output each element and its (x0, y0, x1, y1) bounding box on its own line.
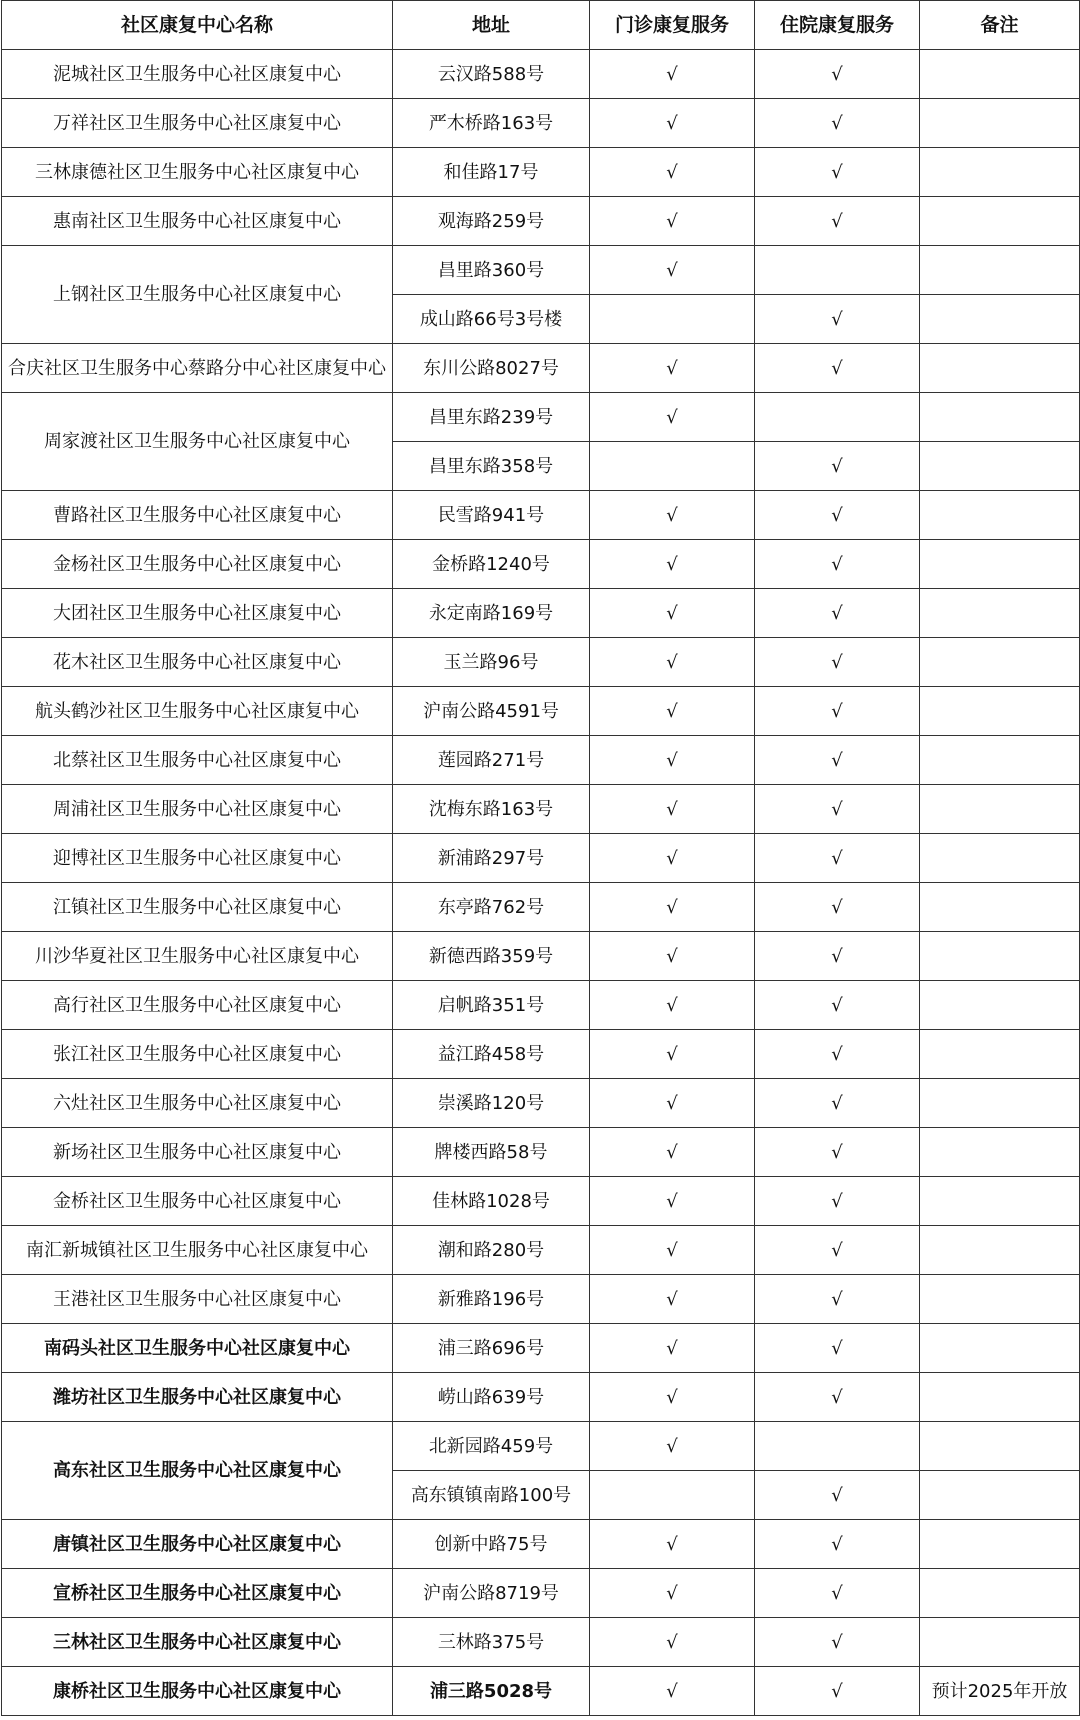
inpatient-check-cell: √ (755, 1128, 920, 1177)
note-cell (920, 1079, 1080, 1128)
inpatient-check-cell: √ (755, 197, 920, 246)
header-address: 地址 (393, 1, 590, 50)
table-row (2, 1373, 1080, 1422)
table-row (2, 785, 1080, 834)
outpatient-check-cell: √ (590, 99, 755, 148)
note-cell (920, 1569, 1080, 1618)
outpatient-check-cell: √ (590, 1079, 755, 1128)
address-cell: 牌楼西路58号 (393, 1128, 590, 1177)
note-cell (920, 442, 1080, 491)
address-cell: 佳林路1028号 (393, 1177, 590, 1226)
table-row (2, 883, 1080, 932)
inpatient-check-cell (755, 246, 920, 295)
center-name-cell: 周浦社区卫生服务中心社区康复中心 (2, 785, 393, 834)
center-name-cell: 高行社区卫生服务中心社区康复中心 (2, 981, 393, 1030)
address-cell: 潮和路280号 (393, 1226, 590, 1275)
note-cell (920, 981, 1080, 1030)
center-name-cell: 唐镇社区卫生服务中心社区康复中心 (2, 1520, 393, 1569)
inpatient-check-cell: √ (755, 99, 920, 148)
note-cell (920, 1275, 1080, 1324)
note-cell (920, 1520, 1080, 1569)
table-row (2, 1128, 1080, 1177)
center-name-cell: 六灶社区卫生服务中心社区康复中心 (2, 1079, 393, 1128)
inpatient-check-cell: √ (755, 883, 920, 932)
address-cell: 玉兰路96号 (393, 638, 590, 687)
address-cell: 浦三路5028号 (393, 1667, 590, 1716)
inpatient-check-cell: √ (755, 1373, 920, 1422)
note-cell (920, 491, 1080, 540)
center-name-cell: 康桥社区卫生服务中心社区康复中心 (2, 1667, 393, 1716)
table-row (2, 981, 1080, 1030)
rehab-center-table (1, 0, 1080, 1716)
address-cell: 昌里东路239号 (393, 393, 590, 442)
note-cell (920, 1422, 1080, 1471)
outpatient-check-cell: √ (590, 344, 755, 393)
address-cell: 昌里路360号 (393, 246, 590, 295)
table-row (2, 1422, 1080, 1471)
header-inpatient: 住院康复服务 (755, 1, 920, 50)
outpatient-check-cell: √ (590, 834, 755, 883)
header-outpatient: 门诊康复服务 (590, 1, 755, 50)
outpatient-check-cell: √ (590, 736, 755, 785)
outpatient-check-cell: √ (590, 1569, 755, 1618)
note-cell (920, 1226, 1080, 1275)
address-cell: 昌里东路358号 (393, 442, 590, 491)
inpatient-check-cell: √ (755, 295, 920, 344)
inpatient-check-cell: √ (755, 1520, 920, 1569)
note-cell (920, 99, 1080, 148)
table-row (2, 99, 1080, 148)
outpatient-check-cell: √ (590, 393, 755, 442)
center-name-cell: 川沙华夏社区卫生服务中心社区康复中心 (2, 932, 393, 981)
inpatient-check-cell: √ (755, 981, 920, 1030)
table-row (2, 1226, 1080, 1275)
inpatient-check-cell: √ (755, 344, 920, 393)
address-cell: 创新中路75号 (393, 1520, 590, 1569)
table-row (2, 246, 1080, 295)
center-name-cell: 三林康德社区卫生服务中心社区康复中心 (2, 148, 393, 197)
note-cell (920, 1030, 1080, 1079)
address-cell: 益江路458号 (393, 1030, 590, 1079)
table-row (2, 393, 1080, 442)
center-name-cell: 金桥社区卫生服务中心社区康复中心 (2, 1177, 393, 1226)
table-row (2, 1030, 1080, 1079)
address-cell: 新浦路297号 (393, 834, 590, 883)
table-row (2, 1177, 1080, 1226)
address-cell: 严木桥路163号 (393, 99, 590, 148)
note-cell (920, 197, 1080, 246)
inpatient-check-cell: √ (755, 1177, 920, 1226)
center-name-cell: 北蔡社区卫生服务中心社区康复中心 (2, 736, 393, 785)
address-cell: 北新园路459号 (393, 1422, 590, 1471)
note-cell (920, 393, 1080, 442)
address-cell: 成山路66号3号楼 (393, 295, 590, 344)
center-name-cell: 曹路社区卫生服务中心社区康复中心 (2, 491, 393, 540)
center-name-cell: 大团社区卫生服务中心社区康复中心 (2, 589, 393, 638)
note-cell (920, 1618, 1080, 1667)
center-name-cell: 迎博社区卫生服务中心社区康复中心 (2, 834, 393, 883)
note-cell (920, 1471, 1080, 1520)
outpatient-check-cell: √ (590, 1422, 755, 1471)
outpatient-check-cell (590, 295, 755, 344)
table-row (2, 1569, 1080, 1618)
table-row (2, 834, 1080, 883)
inpatient-check-cell: √ (755, 1667, 920, 1716)
center-name-cell: 周家渡社区卫生服务中心社区康复中心 (2, 393, 393, 491)
center-name-cell: 张江社区卫生服务中心社区康复中心 (2, 1030, 393, 1079)
table-row (2, 1079, 1080, 1128)
outpatient-check-cell: √ (590, 1030, 755, 1079)
inpatient-check-cell: √ (755, 932, 920, 981)
outpatient-check-cell: √ (590, 197, 755, 246)
inpatient-check-cell: √ (755, 1324, 920, 1373)
inpatient-check-cell: √ (755, 1030, 920, 1079)
outpatient-check-cell: √ (590, 932, 755, 981)
inpatient-check-cell: √ (755, 50, 920, 99)
inpatient-check-cell: √ (755, 491, 920, 540)
note-cell (920, 883, 1080, 932)
address-cell: 浦三路696号 (393, 1324, 590, 1373)
address-cell: 新德西路359号 (393, 932, 590, 981)
outpatient-check-cell: √ (590, 981, 755, 1030)
note-cell (920, 148, 1080, 197)
center-name-cell: 惠南社区卫生服务中心社区康复中心 (2, 197, 393, 246)
outpatient-check-cell: √ (590, 1128, 755, 1177)
inpatient-check-cell: √ (755, 736, 920, 785)
table-row (2, 540, 1080, 589)
table-row (2, 1324, 1080, 1373)
address-cell: 沪南公路4591号 (393, 687, 590, 736)
address-cell: 崇溪路120号 (393, 1079, 590, 1128)
outpatient-check-cell: √ (590, 540, 755, 589)
address-cell: 莲园路271号 (393, 736, 590, 785)
header-center-name: 社区康复中心名称 (2, 1, 393, 50)
table-row (2, 491, 1080, 540)
outpatient-check-cell (590, 442, 755, 491)
note-cell (920, 295, 1080, 344)
table-row (2, 638, 1080, 687)
address-cell: 观海路259号 (393, 197, 590, 246)
outpatient-check-cell: √ (590, 638, 755, 687)
table-row (2, 344, 1080, 393)
outpatient-check-cell: √ (590, 785, 755, 834)
inpatient-check-cell: √ (755, 1275, 920, 1324)
outpatient-check-cell: √ (590, 1667, 755, 1716)
center-name-cell: 南汇新城镇社区卫生服务中心社区康复中心 (2, 1226, 393, 1275)
inpatient-check-cell: √ (755, 589, 920, 638)
table-row (2, 197, 1080, 246)
table-row (2, 1275, 1080, 1324)
table-header (2, 1, 1080, 50)
table-body (2, 50, 1080, 1716)
note-cell (920, 1324, 1080, 1373)
outpatient-check-cell: √ (590, 50, 755, 99)
center-name-cell: 三林社区卫生服务中心社区康复中心 (2, 1618, 393, 1667)
outpatient-check-cell: √ (590, 883, 755, 932)
inpatient-check-cell: √ (755, 785, 920, 834)
table-row (2, 1520, 1080, 1569)
address-cell: 东川公路8027号 (393, 344, 590, 393)
center-name-cell: 花木社区卫生服务中心社区康复中心 (2, 638, 393, 687)
table-row (2, 687, 1080, 736)
address-cell: 永定南路169号 (393, 589, 590, 638)
table-row (2, 932, 1080, 981)
note-cell (920, 589, 1080, 638)
note-cell (920, 736, 1080, 785)
center-name-cell: 宣桥社区卫生服务中心社区康复中心 (2, 1569, 393, 1618)
address-cell: 和佳路17号 (393, 148, 590, 197)
table-row (2, 1667, 1080, 1716)
inpatient-check-cell (755, 1422, 920, 1471)
center-name-cell: 王港社区卫生服务中心社区康复中心 (2, 1275, 393, 1324)
outpatient-check-cell: √ (590, 1275, 755, 1324)
address-cell: 高东镇镇南路100号 (393, 1471, 590, 1520)
table-row (2, 589, 1080, 638)
center-name-cell: 江镇社区卫生服务中心社区康复中心 (2, 883, 393, 932)
note-cell (920, 344, 1080, 393)
inpatient-check-cell: √ (755, 834, 920, 883)
outpatient-check-cell: √ (590, 246, 755, 295)
inpatient-check-cell: √ (755, 442, 920, 491)
center-name-cell: 航头鹤沙社区卫生服务中心社区康复中心 (2, 687, 393, 736)
outpatient-check-cell: √ (590, 148, 755, 197)
inpatient-check-cell: √ (755, 1569, 920, 1618)
outpatient-check-cell: √ (590, 491, 755, 540)
table-row (2, 50, 1080, 99)
table-row (2, 736, 1080, 785)
outpatient-check-cell: √ (590, 1618, 755, 1667)
address-cell: 崂山路639号 (393, 1373, 590, 1422)
center-name-cell: 潍坊社区卫生服务中心社区康复中心 (2, 1373, 393, 1422)
outpatient-check-cell: √ (590, 1520, 755, 1569)
note-cell (920, 932, 1080, 981)
outpatient-check-cell: √ (590, 1324, 755, 1373)
header-row (2, 1, 1080, 50)
inpatient-check-cell: √ (755, 687, 920, 736)
inpatient-check-cell: √ (755, 540, 920, 589)
outpatient-check-cell: √ (590, 1226, 755, 1275)
inpatient-check-cell: √ (755, 1226, 920, 1275)
inpatient-check-cell: √ (755, 1618, 920, 1667)
address-cell: 民雪路941号 (393, 491, 590, 540)
table-row (2, 1618, 1080, 1667)
note-cell (920, 50, 1080, 99)
address-cell: 金桥路1240号 (393, 540, 590, 589)
outpatient-check-cell: √ (590, 687, 755, 736)
inpatient-check-cell (755, 393, 920, 442)
center-name-cell: 高东社区卫生服务中心社区康复中心 (2, 1422, 393, 1520)
header-note: 备注 (920, 1, 1080, 50)
table-row (2, 148, 1080, 197)
address-cell: 沪南公路8719号 (393, 1569, 590, 1618)
note-cell (920, 834, 1080, 883)
outpatient-check-cell (590, 1471, 755, 1520)
center-name-cell: 南码头社区卫生服务中心社区康复中心 (2, 1324, 393, 1373)
inpatient-check-cell: √ (755, 638, 920, 687)
address-cell: 东亭路762号 (393, 883, 590, 932)
note-cell (920, 785, 1080, 834)
note-cell (920, 246, 1080, 295)
note-cell (920, 687, 1080, 736)
inpatient-check-cell: √ (755, 1079, 920, 1128)
note-cell (920, 1373, 1080, 1422)
note-cell (920, 1128, 1080, 1177)
center-name-cell: 万祥社区卫生服务中心社区康复中心 (2, 99, 393, 148)
center-name-cell: 上钢社区卫生服务中心社区康复中心 (2, 246, 393, 344)
address-cell: 启帆路351号 (393, 981, 590, 1030)
note-cell (920, 1177, 1080, 1226)
outpatient-check-cell: √ (590, 1177, 755, 1226)
address-cell: 沈梅东路163号 (393, 785, 590, 834)
inpatient-check-cell: √ (755, 148, 920, 197)
address-cell: 云汉路588号 (393, 50, 590, 99)
note-cell (920, 540, 1080, 589)
address-cell: 新雅路196号 (393, 1275, 590, 1324)
center-name-cell: 泥城社区卫生服务中心社区康复中心 (2, 50, 393, 99)
center-name-cell: 合庆社区卫生服务中心蔡路分中心社区康复中心 (2, 344, 393, 393)
center-name-cell: 金杨社区卫生服务中心社区康复中心 (2, 540, 393, 589)
outpatient-check-cell: √ (590, 1373, 755, 1422)
note-cell (920, 638, 1080, 687)
note-cell: 预计2025年开放 (920, 1667, 1080, 1716)
address-cell: 三林路375号 (393, 1618, 590, 1667)
outpatient-check-cell: √ (590, 589, 755, 638)
inpatient-check-cell: √ (755, 1471, 920, 1520)
center-name-cell: 新场社区卫生服务中心社区康复中心 (2, 1128, 393, 1177)
